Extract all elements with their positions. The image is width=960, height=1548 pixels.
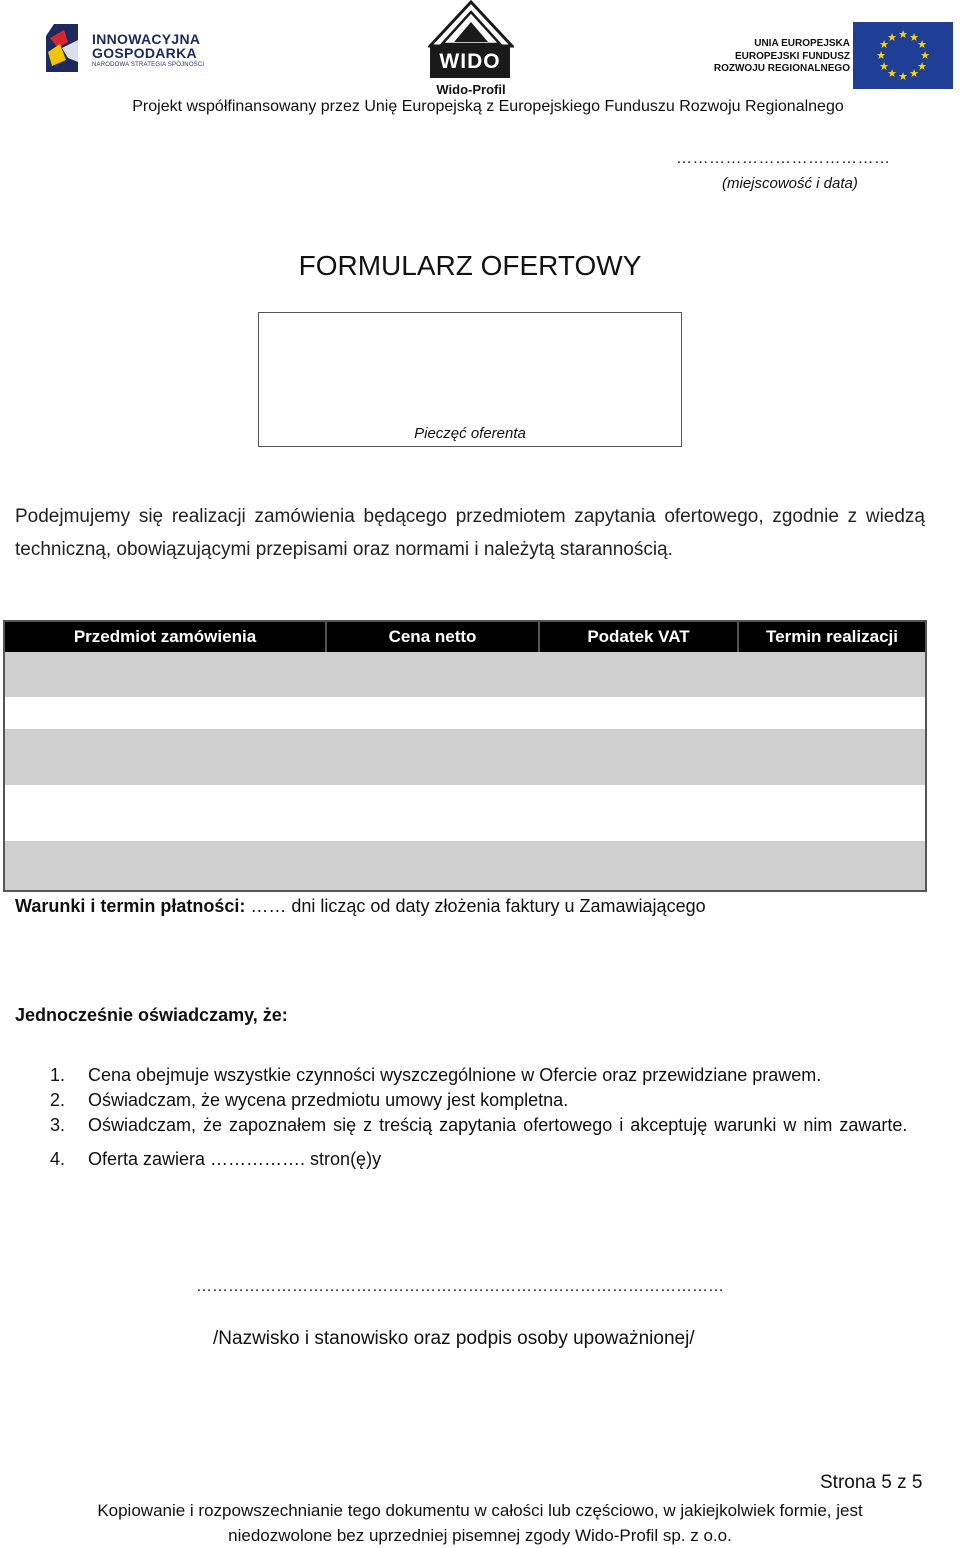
declarations-list	[50, 1065, 930, 1174]
svg-text:★: ★	[876, 49, 886, 62]
intro-paragraph: Podejmujemy się realizacji zamówienia będącego przedmiotem zapytania ofertowego, zgodnie z wiedzą techniczną, obowiązującymi przepisami oraz normami i należytą starannością.	[15, 506, 925, 560]
eu-logo-text	[700, 38, 850, 76]
place-date-dots[interactable]: …………………………………	[676, 150, 891, 167]
eu-line2: EUROPEJSKI FUNDUSZ	[734, 50, 850, 62]
svg-text:★: ★	[909, 31, 919, 44]
list-item-text: Oświadczam, że wycena przedmiotu umowy jest kompletna.	[88, 1090, 569, 1110]
footer-line2: niedozwolone bez uprzedniej pisemnej zgody Wido-Profil sp. z o.o.	[228, 1526, 732, 1545]
svg-text:★: ★	[917, 38, 927, 51]
cofunding-note: Projekt współfinansowany przez Unię Europejską z Europejskiego Funduszu Rozwoju Regionalnego	[132, 98, 844, 115]
list-item	[50, 1149, 930, 1170]
eu-line3: ROZWOJU REGIONALNEGO	[713, 63, 850, 74]
svg-text:★: ★	[920, 49, 930, 62]
col-vat: Podatek VAT	[540, 622, 739, 652]
eu-line1: UNIA EUROPEJSKA	[754, 38, 850, 49]
payment-terms-label: Warunki i termin płatności:	[15, 896, 246, 916]
copyright-footer	[0, 1498, 960, 1548]
innowacyjna-gospodarka-logo	[44, 22, 234, 74]
list-item-number: 3.	[50, 1115, 66, 1135]
list-item-number: 4.	[50, 1149, 66, 1169]
svg-text:★: ★	[887, 31, 897, 44]
list-item-text: Cena obejmuje wszystkie czynności wyszczególnione w Ofercie oraz przewidziane prawem.	[88, 1065, 822, 1085]
svg-text:★: ★	[898, 70, 908, 83]
wido-logo	[428, 0, 514, 100]
ig-line2: GOSPODARKA	[92, 45, 197, 61]
list-item-number: 2.	[50, 1090, 66, 1110]
place-date-label: (miejscowość i data)	[722, 175, 858, 192]
svg-text:★: ★	[879, 38, 889, 51]
page-title: FORMULARZ OFERTOWY	[298, 250, 642, 281]
table-row[interactable]	[5, 841, 925, 890]
offer-table	[3, 620, 927, 892]
svg-text:★: ★	[887, 67, 897, 80]
table-row[interactable]	[5, 785, 925, 841]
payment-terms-text[interactable]: …… dni licząc od daty złożenia faktury u Zamawiającego	[250, 896, 706, 916]
ig-line3: NARODOWA STRATEGIA SPÓJNOŚCI	[92, 62, 205, 68]
svg-text:★: ★	[917, 60, 927, 73]
declarations-heading: Jednocześnie oświadczamy, że:	[15, 1005, 288, 1025]
col-deadline: Termin realizacji	[766, 627, 898, 646]
table-row[interactable]	[5, 697, 925, 729]
list-item-number: 1.	[50, 1065, 66, 1085]
signature-label: /Nazwisko i stanowisko oraz podpis osoby upoważnionej/	[213, 1328, 695, 1349]
col-net-price: Cena netto	[327, 622, 540, 652]
list-item	[50, 1115, 930, 1145]
svg-text:★: ★	[898, 28, 908, 41]
stamp-label: Pieczęć oferenta	[414, 425, 526, 442]
wido-subtitle: Wido-Profil	[436, 82, 506, 97]
list-item-text: Oświadczam, że zapoznałem się z treścią zapytania ofertowego i akceptuję warunki w nim zawarte.	[88, 1115, 908, 1135]
signature-line[interactable]: ………………………………………………………………………………………	[196, 1278, 724, 1295]
table-row[interactable]	[5, 652, 925, 697]
table-row[interactable]	[5, 729, 925, 785]
list-item	[50, 1065, 930, 1086]
svg-text:★: ★	[879, 60, 889, 73]
table-header-row	[5, 622, 925, 652]
stamp-box[interactable]	[258, 312, 682, 447]
eu-flag-icon	[853, 22, 953, 89]
svg-text:★: ★	[909, 67, 919, 80]
wido-mark: WIDO	[430, 46, 510, 78]
col-subject: Przedmiot zamówienia	[5, 622, 327, 652]
page-number: Strona 5 z 5	[820, 1472, 923, 1493]
ig-star-icon	[44, 22, 84, 74]
list-item-text[interactable]: Oferta zawiera ……………. stron(ę)y	[88, 1149, 382, 1169]
ig-line1: INNOWACYJNA	[92, 31, 201, 47]
footer-line1: Kopiowanie i rozpowszechnianie tego dokumentu w całości lub częściowo, w jakiejkolwiek formie, jest	[97, 1501, 863, 1520]
payment-terms	[15, 896, 706, 917]
wido-roof-icon	[428, 0, 514, 48]
